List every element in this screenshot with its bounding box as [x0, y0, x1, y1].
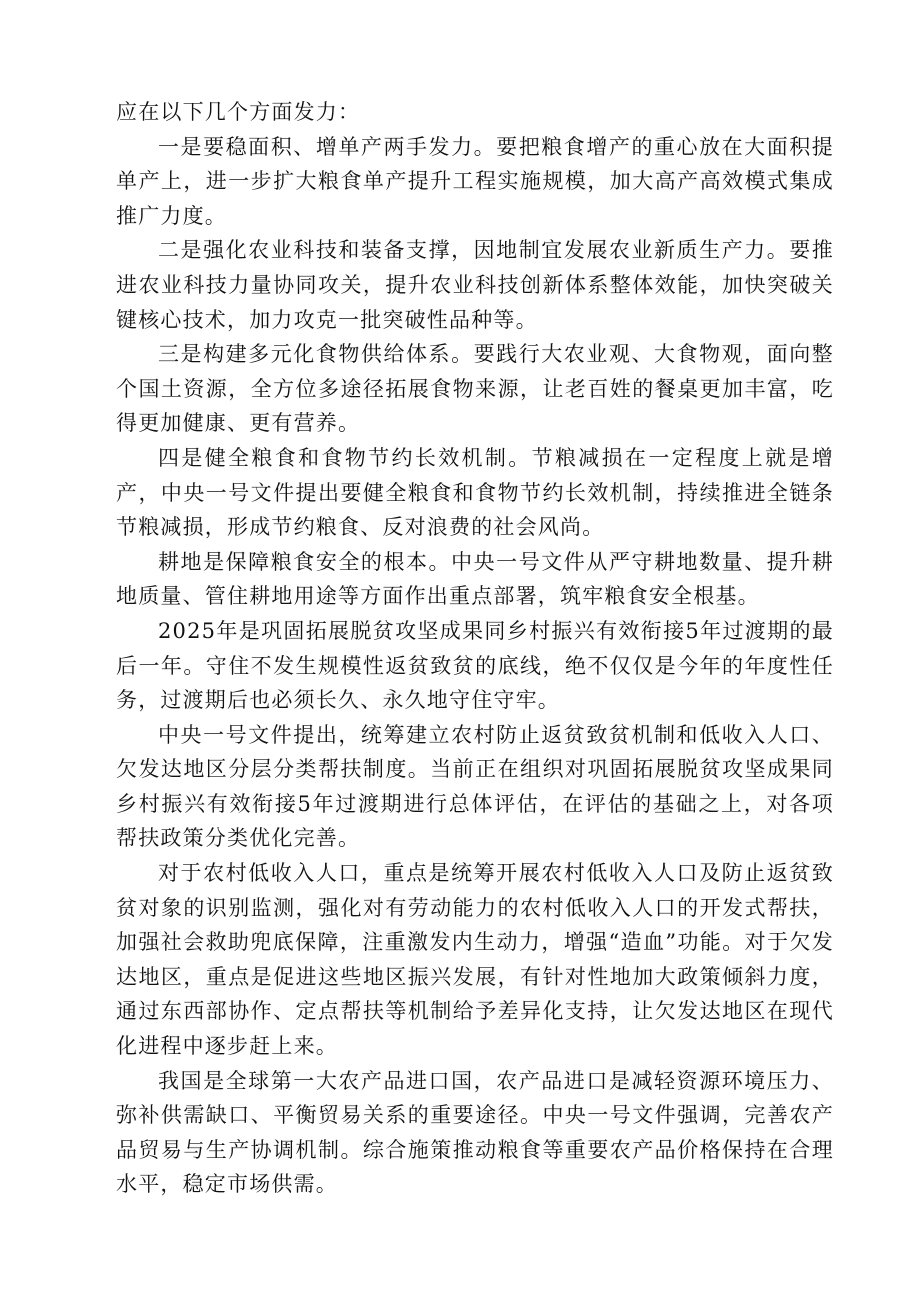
paragraph-transition-period: 2025年是巩固拓展脱贫攻坚成果同乡村振兴有效衔接5年过渡期的最后一年。守住不发生规模性返贫致贫的底线，绝不仅仅是今年的年度性任务，过渡期后也必须长久、永久地守住守牢。	[116, 618, 834, 713]
paragraph-intro: 应在以下几个方面发力：	[116, 100, 361, 124]
paragraph-point-four: 四是健全粮食和食物节约长效机制。节粮减损在一定程度上就是增产，中央一号文件提出要健全粮食和食物节约长效机制，持续推进全链条节粮减损，形成节约粮食、反对浪费的社会风尚。	[116, 445, 834, 540]
paragraph-low-income: 对于农村低收入人口，重点是统筹开展农村低收入人口及防止返贫致贫对象的识别监测，强化对有劳动能力的农村低收入人口的开发式帮扶，加强社会救助兜底保障，注重激发内生动力，增强“造血”功能。对于欠发达地区，重点是促进这些地区振兴发展，有针对性地加大政策倾斜力度，通过东西部协作、定点帮扶等机制给予差异化支持，让欠发达地区在现代化进程中逐步赶上来。	[116, 861, 834, 1059]
paragraph-farmland: 耕地是保障粮食安全的根本。中央一号文件从严守耕地数量、提升耕地质量、管住耕地用途等方面作出重点部署，筑牢粮食安全根基。	[116, 549, 834, 609]
document-body	[116, 95, 834, 1202]
paragraph-point-three: 三是构建多元化食物供给体系。要践行大农业观、大食物观，面向整个国土资源，全方位多途径拓展食物来源，让老百姓的餐桌更加丰富，吃得更加健康、更有营养。	[116, 342, 834, 436]
paragraph-point-two: 二是强化农业科技和装备支撑，因地制宜发展农业新质生产力。要推进农业科技力量协同攻关，提升农业科技创新体系整体效能，加快突破关键核心技术，加力攻克一批突破性品种等。	[116, 238, 834, 332]
paragraph-assistance-system: 中央一号文件提出，统筹建立农村防止返贫致贫机制和低收入人口、欠发达地区分层分类帮扶制度。当前正在组织对巩固拓展脱贫攻坚成果同乡村振兴有效衔接5年过渡期进行总体评估，在评估的基础之上，对各项帮扶政策分类优化完善。	[116, 722, 834, 851]
paragraph-point-one: 一是要稳面积、增单产两手发力。要把粮食增产的重心放在大面积提单产上，进一步扩大粮食单产提升工程实施规模，加大高产高效模式集成推广力度。	[116, 134, 834, 228]
paragraph-import-trade: 我国是全球第一大农产品进口国，农产品进口是减轻资源环境压力、弥补供需缺口、平衡贸易关系的重要途径。中央一号文件强调，完善农产品贸易与生产协调机制。综合施策推动粮食等重要农产品价格保持在合理水平，稳定市场供需。	[116, 1068, 834, 1197]
